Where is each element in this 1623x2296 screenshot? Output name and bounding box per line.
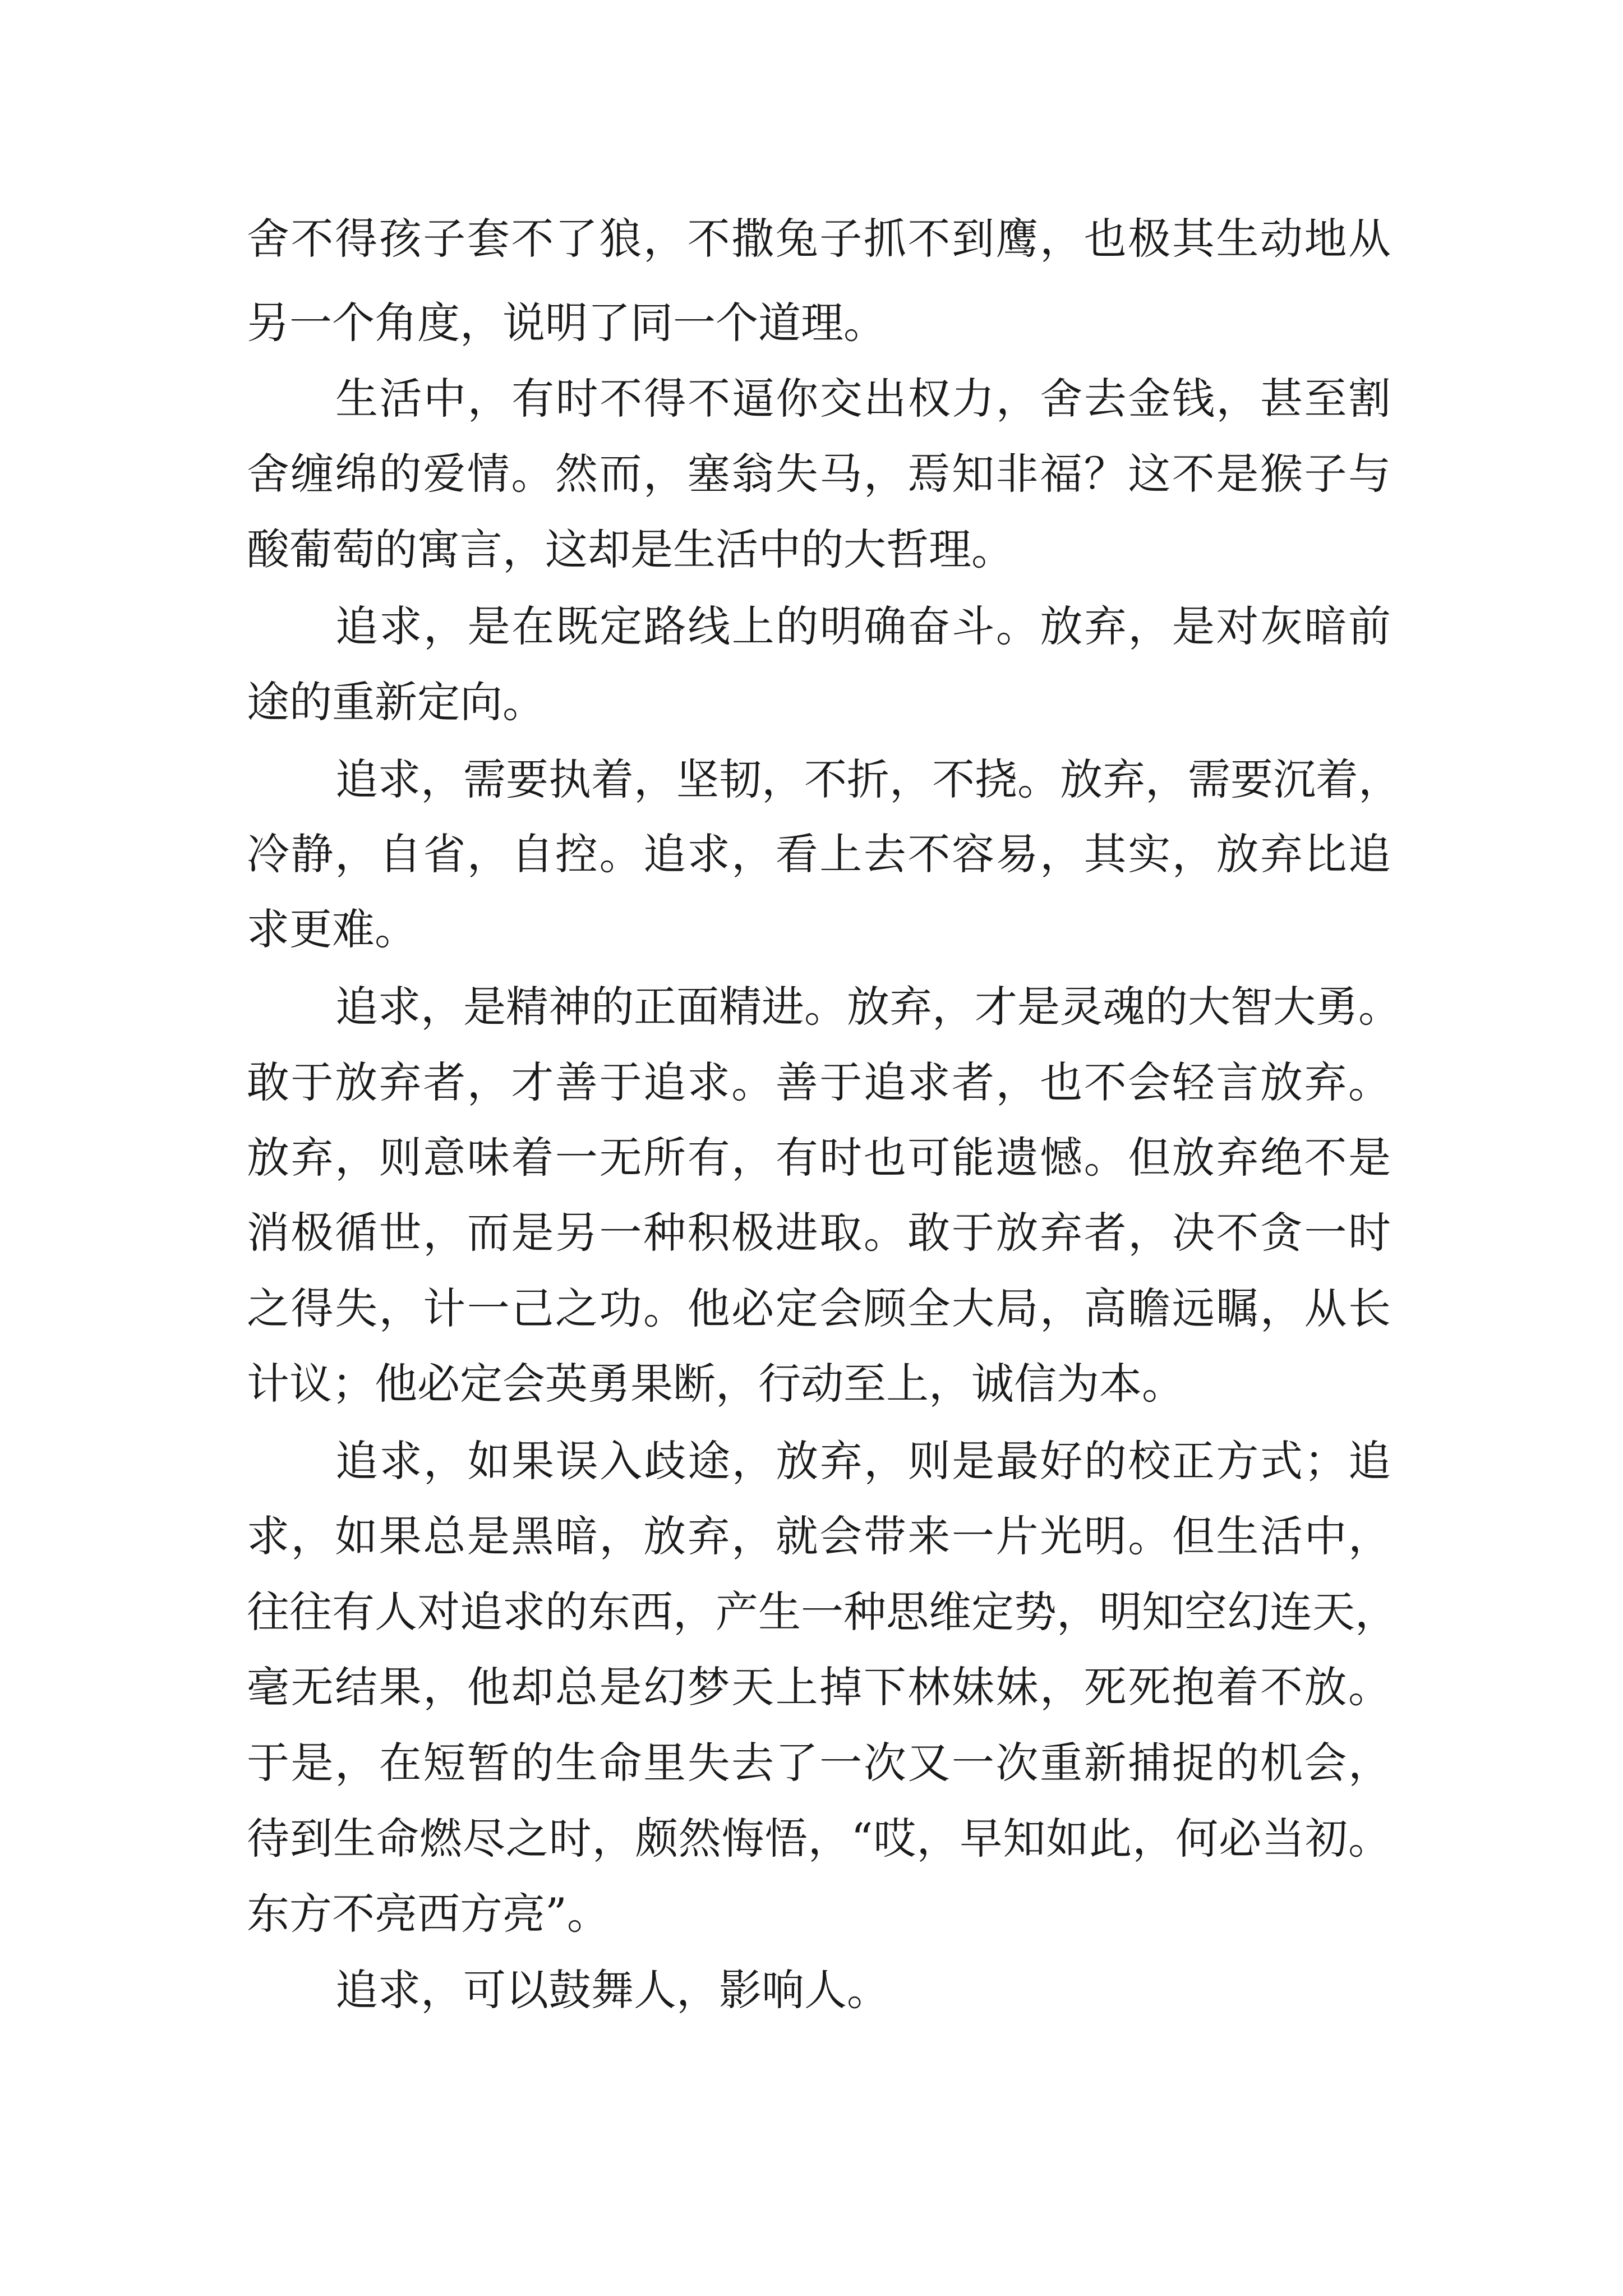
text-line: 追求，需要执着，坚韧，不折，不挠。放弃，需要沉着， bbox=[335, 754, 1401, 804]
text-line: 求，如果总是黑暗，放弃，就会带来一片光明。但生活中， bbox=[247, 1511, 1391, 1561]
text-line: 于是，在短暂的生命里失去了一次又一次重新捕捉的机会， bbox=[247, 1738, 1391, 1788]
text-line: 生活中，有时不得不逼你交出权力，舍去金钱，甚至割 bbox=[335, 374, 1391, 424]
text-line: 放弃，则意味着一无所有，有时也可能遗憾。但放弃绝不是 bbox=[247, 1133, 1391, 1182]
text-line: 舍不得孩子套不了狼，不撒兔子抓不到鹰，也极其生动地从 bbox=[247, 214, 1391, 264]
text-line: 另一个角度，说明了同一个道理。 bbox=[247, 298, 886, 348]
text-line: 求更难。 bbox=[247, 904, 417, 954]
text-line: 待到生命燃尽之时，颇然悔悟，“哎，早知如此，何必当初。 bbox=[247, 1814, 1391, 1864]
text-line: 酸葡萄的寓言，这却是生活中的大哲理。 bbox=[247, 524, 1014, 574]
text-line: 舍缠绵的爱情。然而，塞翁失马，焉知非福？这不是猴子与 bbox=[247, 449, 1391, 499]
text-line: 东方不亮西方亮”。 bbox=[247, 1889, 610, 1939]
text-line: 之得失，计一己之功。他必定会顾全大局，高瞻远瞩，从长 bbox=[247, 1283, 1391, 1333]
text-line: 敢于放弃者，才善于追求。善于追求者，也不会轻言放弃。 bbox=[247, 1057, 1391, 1107]
text-line: 追求，可以鼓舞人，影响人。 bbox=[335, 1965, 889, 2015]
text-line: 途的重新定向。 bbox=[247, 677, 545, 727]
text-line: 往往有人对追求的东西，产生一种思维定势，明知空幻连天， bbox=[247, 1587, 1398, 1637]
text-line: 消极循世，而是另一种积极进取。敢于放弃者，决不贪一时 bbox=[247, 1208, 1391, 1258]
text-line: 计议；他必定会英勇果断，行动至上，诚信为本。 bbox=[247, 1359, 1184, 1409]
text-line: 追求，如果误入歧途，放弃，则是最好的校正方式；追 bbox=[335, 1436, 1391, 1486]
text-line: 追求，是精神的正面精进。放弃，才是灵魂的大智大勇。 bbox=[335, 982, 1401, 1032]
text-line: 追求，是在既定路线上的明确奋斗。放弃，是对灰暗前 bbox=[335, 601, 1391, 651]
text-line: 冷静，自省，自控。追求，看上去不容易，其实，放弃比追 bbox=[247, 829, 1391, 879]
text-line: 毫无结果，他却总是幻梦天上掉下林妹妹，死死抱着不放。 bbox=[247, 1662, 1391, 1712]
